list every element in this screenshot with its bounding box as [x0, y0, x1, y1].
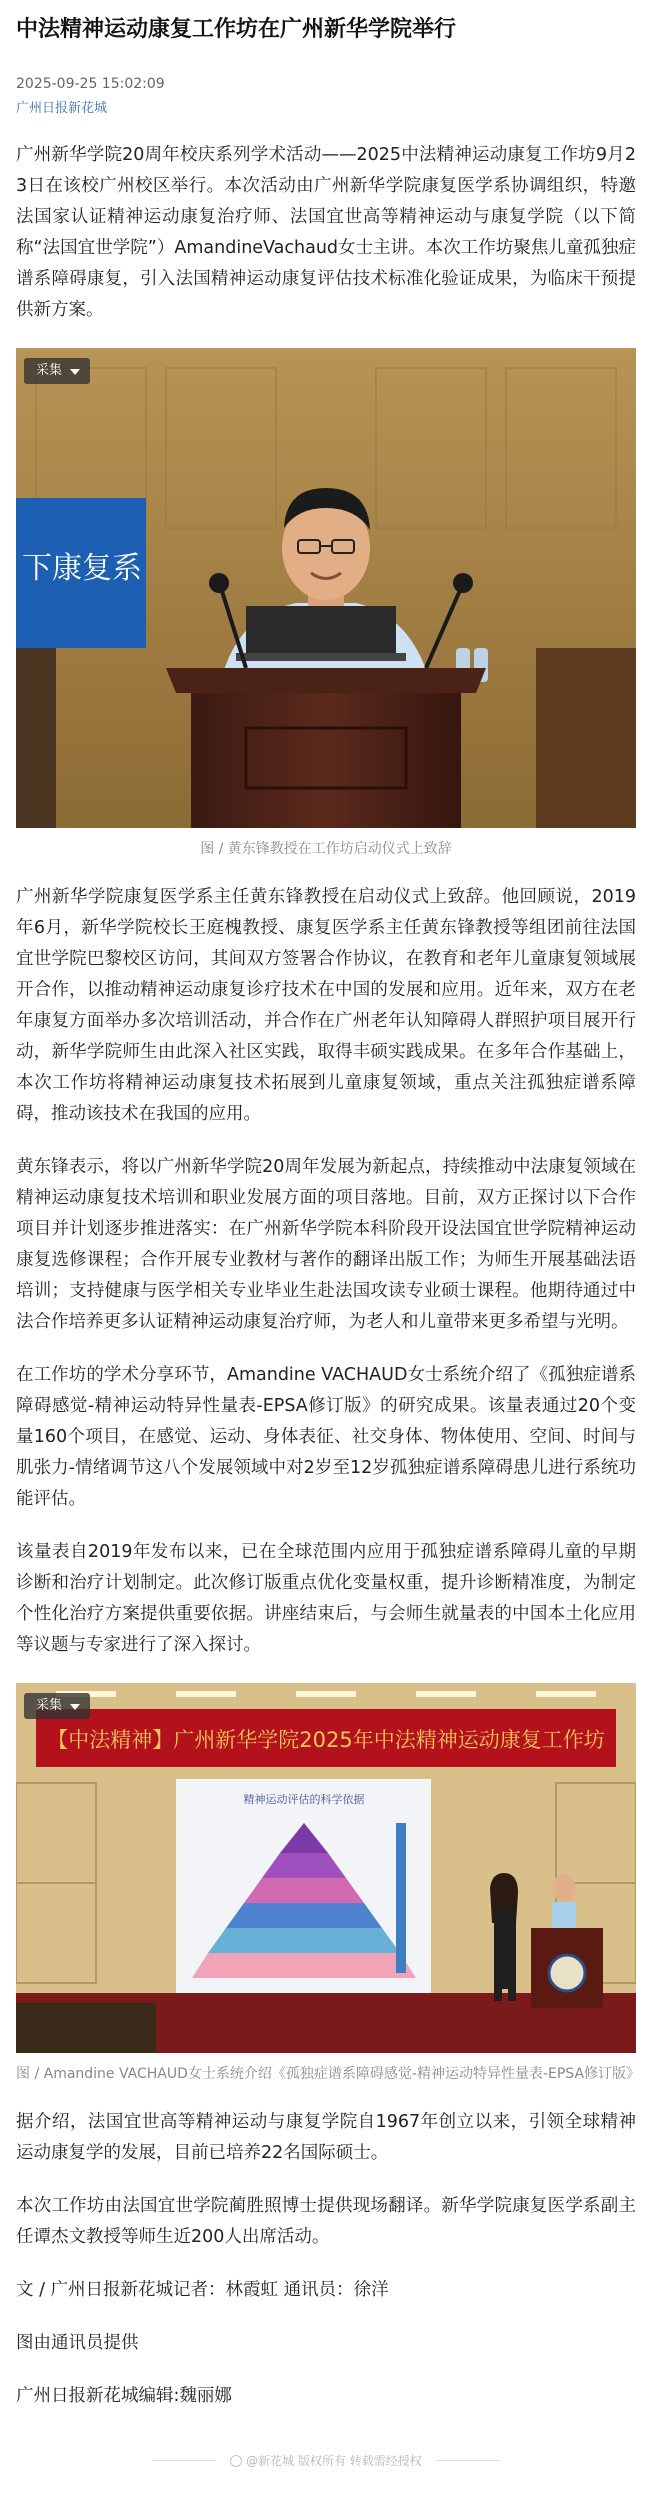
paragraph-4: 在工作坊的学术分享环节，Amandine VACHAUD女士系统介绍了《孤独症谱系障碍感觉-精神运动特异性量表-EPSA修订版》的研究成果。该量表通过20个变量160个项目，在感觉、运动、身体表征、社交身体、物体使用、空间、时间与肌张力-情绪调节这八个发展领域中对2岁至12岁孤独症谱系障碍患儿进行系统功能评估。 [16, 1365, 636, 1509]
photo-speaker [16, 348, 636, 828]
paragraph-3: 黄东锋表示，将以广州新华学院20周年发展为新起点，持续推动中法康复领域在精神运动康复技术培训和职业发展方面的项目落地。目前，双方正探讨以下合作项目并计划逐步推进落实：在广州新华学院本科阶段开设法国宜世学院精神运动康复选修课程；合作开展专业教材与著作的翻译出版工作；为师生开展基础法语培训；支持健康与医学相关专业毕业生赴法国攻读专业硕士课程。他期待通过中法合作培养更多认证精神运动康复治疗师，为老人和儿童带来更多希望与光明。 [16, 1157, 636, 1332]
banner-text: 【中法精神】广州新华学院2025年中法精神运动康复工作坊 [47, 1728, 605, 1752]
byline: 文 / 广州日报新花城记者：林霞虹 通讯员：徐洋 [16, 2280, 389, 2300]
backdrop-text: 下康复系 [22, 551, 142, 586]
copyright-footer [16, 2452, 636, 2489]
copyright-text-wrap [230, 2452, 422, 2469]
editor-credit: 广州日报新花城编辑:魏丽娜 [16, 2386, 232, 2406]
figure-2 [16, 1683, 641, 2085]
paragraph-5: 该量表自2019年发布以来，已在全球范围内应用于孤独症谱系障碍儿童的早期诊断和治疗计划制定。此次修订版重点优化变量权重，提升诊断精准度，为制定个性化治疗方案提供重要依据。讲座结束后，与会师生就量表的中国本土化应用等议题与专家进行了深入探讨。 [16, 1542, 636, 1655]
slide-title: 精神运动评估的科学依据 [243, 1793, 365, 1806]
paragraph-7: 本次工作坊由法国宜世学院蔺胜照博士提供现场翻译。新华学院康复医学系副主任谭杰文教授等师生近200人出席活动。 [16, 2196, 636, 2247]
paragraph-2: 广州新华学院康复医学系主任黄东锋教授在启动仪式上致辞。他回顾说，2019年6月，新华学院校长王庭槐教授、康复医学系主任黄东锋教授等组团前往法国宜世学院巴黎校区访问，其间双方签署合作协议，在教育和老年儿童康复领域展开合作，以推动精神运动康复诊疗技术在中国的发展和应用。近年来，双方在老年康复方面举办多次培训活动，并合作在广州老年认知障碍人群照护项目展开行动，新华学院师生由此深入社区实践，取得丰硕实践成果。在多年合作基础上，本次工作坊将精神运动康复技术拓展到儿童康复领域，重点关注孤独症谱系障碍，推动该技术在我国的应用。 [16, 887, 636, 1124]
publish-time: 2025-09-25 15:02:09 [16, 76, 165, 92]
photo-lecture-illustration [16, 1683, 636, 2053]
paragraph-6: 据介绍，法国宜世高等精神运动与康复学院自1967年创立以来，引领全球精神运动康复学的发展，目前已培养22名国际硕士。 [16, 2112, 636, 2163]
copyright-text: @新花城 版权所有 转载需经授权 [246, 2454, 422, 2468]
collect-button[interactable] [24, 1693, 90, 1719]
collect-label: 采集 [36, 363, 63, 378]
figure-1-caption: 图 / 黄东锋教授在工作坊启动仪式上致辞 [200, 841, 452, 857]
divider [436, 2460, 500, 2461]
photo-lecture [16, 1683, 636, 2053]
article-title: 中法精神运动康复工作坊在广州新华学院举行 [16, 17, 457, 42]
paragraph-1: 广州新华学院20周年校庆系列学术活动——2025中法精神运动康复工作坊9月23日在该校广州校区举行。本次活动由广州新华学院康复医学系协调组织，特邀法国家认证精神运动康复治疗师、法国宜世高等精神运动与康复学院（以下简称“法国宜世学院”）AmandineVachaud女士主讲。本次工作坊聚焦儿童孤独症谱系障碍康复，引入法国精神运动康复评估技术标准化验证成果，为临床干预提供新方案。 [16, 145, 636, 320]
chevron-down-icon [70, 369, 80, 375]
logo-icon [230, 2455, 242, 2467]
figure-1 [16, 348, 636, 860]
divider [152, 2460, 216, 2461]
source-link[interactable]: 广州日报新花城 [16, 101, 108, 116]
chevron-down-icon [70, 1704, 80, 1710]
collect-button[interactable] [24, 358, 90, 384]
collect-label: 采集 [36, 1698, 63, 1713]
figure-2-caption: 图 / Amandine VACHAUD女士系统介绍《孤独症谱系障碍感觉-精神运动特异性量表-EPSA修订版》 [16, 2066, 641, 2082]
photo-credit: 图由通讯员提供 [16, 2333, 139, 2353]
photo-speaker-illustration [16, 348, 636, 828]
